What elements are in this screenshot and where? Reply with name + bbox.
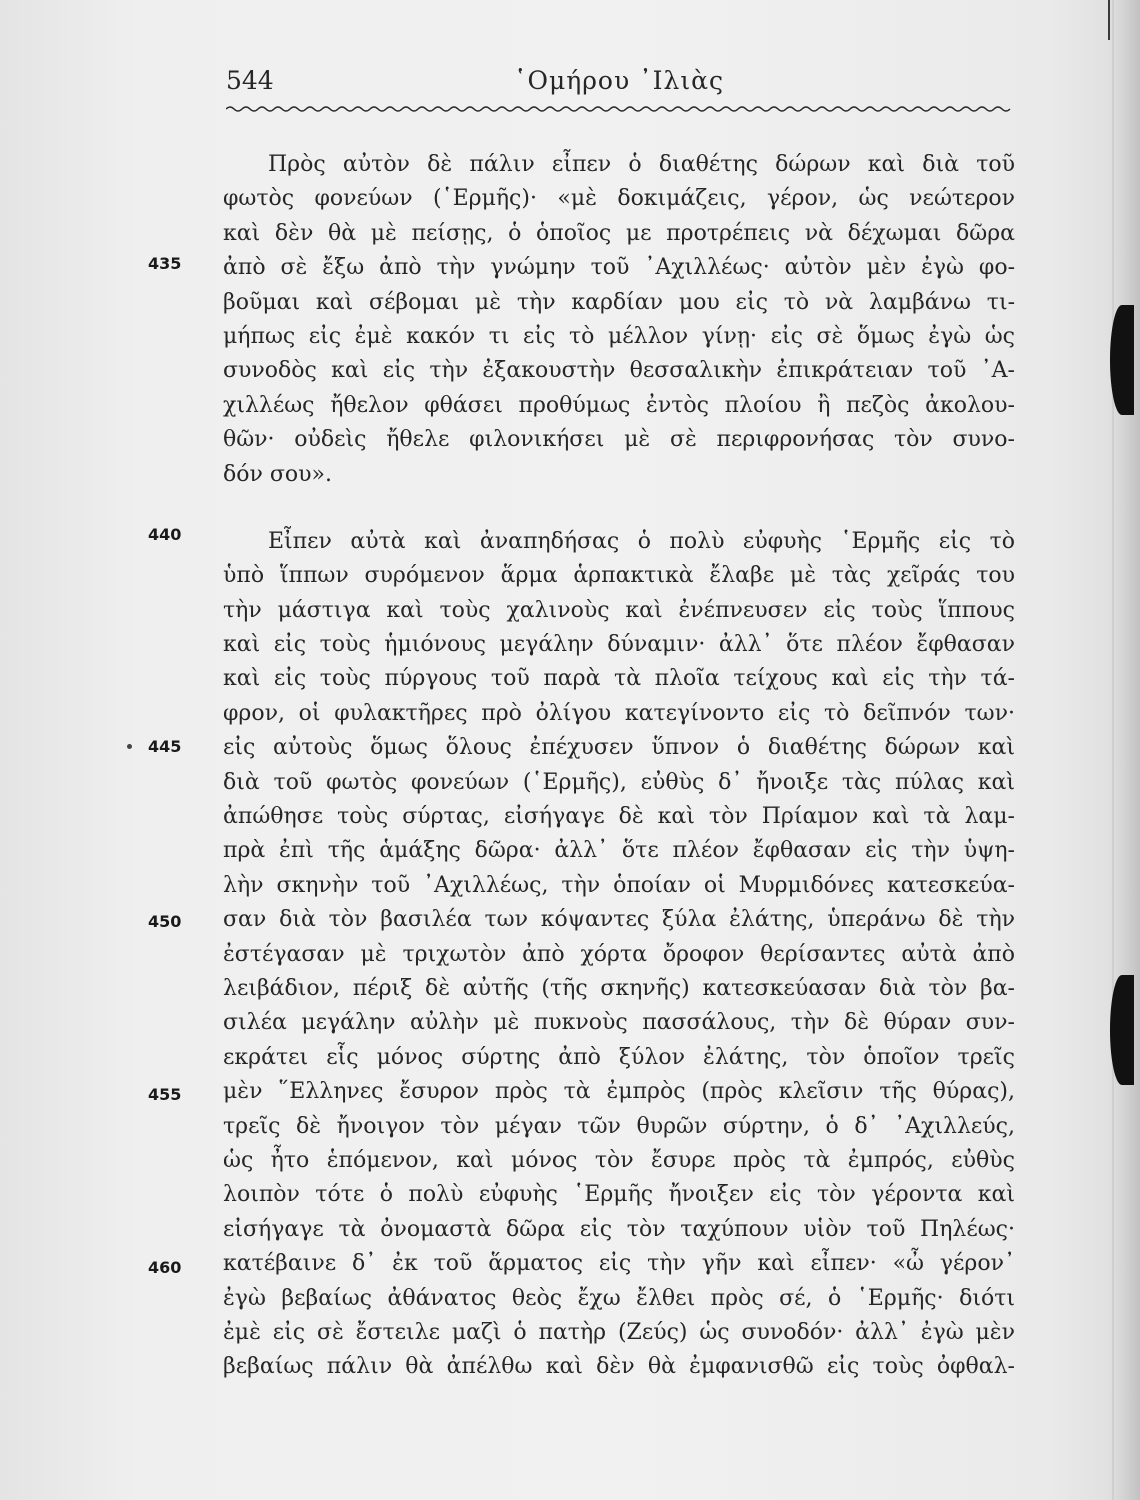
- text-line: φρον, οἱ φυλακτῆρες πρὸ ὀλίγου κατεγίνοντο εἰς τὸ δεῖπνόν των·: [223, 700, 1015, 726]
- text-line: πρὰ ἐπὶ τῆς ἁμάξης δῶρα· ἀλλ᾿ ὅτε πλέον ἔφθασαν εἰς τὴν ὑψη-: [223, 838, 1015, 864]
- text-line: θῶν· οὐδεὶς ἤθελε φιλονικήσει μὲ σὲ περιφρονήσας τὸν συνο-: [223, 427, 1015, 453]
- text-line: ἐμὲ εἰς σὲ ἔστειλε μαζὶ ὁ πατὴρ (Ζεύς) ὡς συνοδόν· ἀλλ᾿ ἐγὼ μὲν: [223, 1319, 1015, 1345]
- text-line: λοιπὸν τότε ὁ πολὺ εὐφυὴς ῾Ερμῆς ἤνοιξεν εἰς τὸν γέροντα καὶ: [223, 1182, 1015, 1208]
- text-line: χιλλέως ἤθελον φθάσει προθύμως ἐντὸς πλοίου ἢ πεζὸς ἀκολου-: [223, 392, 1015, 418]
- text-line: ἐστέγασαν μὲ τριχωτὸν ἀπὸ χόρτα ὄροφον θερίσαντες αὐτὰ ἀπὸ: [223, 941, 1015, 967]
- text-line: σαν διὰ τὸν βασιλέα των κόψαντες ξύλα ἐλάτης, ὑπεράνω δὲ τὴν: [223, 907, 1015, 933]
- text-line: εἰς αὐτοὺς ὅμως ὅλους ἐπέχυσεν ὕπνον ὁ διαθέτης δώρων καὶ: [223, 735, 1015, 761]
- text-line: φωτὸς φονεύων (῾Ερμῆς)· «μὲ δοκιμάζεις, γέρον, ὡς νεώτερον: [223, 186, 1015, 212]
- text-line: διὰ τοῦ φωτὸς φονεύων (῾Ερμῆς), εὐθὺς δ᾿ ἤνοιξε τὰς πύλας καὶ: [223, 769, 1015, 795]
- line-number-435: 435: [148, 254, 182, 273]
- line-number-440: 440: [148, 525, 182, 544]
- text-line: Εἶπεν αὐτὰ καὶ ἀναπηδήσας ὁ πολὺ εὐφυὴς ῾Ερμῆς εἰς τὸ: [268, 528, 1015, 554]
- line-number-445: 445: [148, 737, 182, 756]
- text-line: τρεῖς δὲ ἤνοιγον τὸν μέγαν τῶν θυρῶν σύρτην, ὁ δ᾿ ᾿Αχιλλεύς,: [223, 1113, 1015, 1139]
- text-line: καὶ εἰς τοὺς πύργους τοῦ παρὰ τὰ πλοῖα τείχους καὶ εἰς τὴν τά-: [223, 666, 1015, 692]
- text-line: βεβαίως πάλιν θὰ ἀπέλθω καὶ δὲν θὰ ἐμφανισθῶ εἰς τοὺς ὀφθαλ-: [223, 1354, 1015, 1380]
- text-line: μὲν ῞Ελληνες ἔσυρον πρὸς τὰ ἐμπρὸς (πρὸς κλεῖσιν τῆς θύρας),: [223, 1079, 1015, 1105]
- text-line: μήπως εἰς ἐμὲ κακόν τι εἰς τὸ μέλλον γίνῃ· εἰς σὲ ὅμως ἐγὼ ὡς: [223, 323, 1015, 349]
- page-number: 544: [226, 66, 274, 95]
- margin-dot: [127, 744, 132, 749]
- text-line: τὴν μάστιγα καὶ τοὺς χαλινοὺς καὶ ἐνέπνευσεν εἰς τοὺς ἵππους: [223, 597, 1015, 623]
- page-header: [226, 66, 1016, 106]
- text-line: κατέβαινε δ᾿ ἐκ τοῦ ἅρματος εἰς τὴν γῆν καὶ εἶπεν· «ὦ γέρον᾿: [223, 1251, 1015, 1277]
- header-wavy-rule: [226, 104, 1014, 114]
- thumb-index-tab: [1110, 305, 1134, 415]
- text-line: ὡς ἦτο ἑπόμενον, καὶ μόνος τὸν ἔσυρε πρὸς τὰ ἐμπρός, εὐθὺς: [223, 1147, 1015, 1173]
- text-line: λὴν σκηνὴν τοῦ ᾿Αχιλλέως, τὴν ὁποίαν οἱ Μυρμιδόνες κατεσκεύα-: [223, 872, 1015, 898]
- text-line: ἀπώθησε τοὺς σύρτας, εἰσήγαγε δὲ καὶ τὸν Πρίαμον καὶ τὰ λαμ-: [223, 804, 1015, 830]
- line-number-455: 455: [148, 1085, 182, 1104]
- paragraph-1: [223, 148, 1015, 492]
- line-number-460: 460: [148, 1258, 182, 1277]
- text-line: βοῦμαι καὶ σέβομαι μὲ τὴν καρδίαν μου εἰς τὸ νὰ λαμβάνω τι-: [223, 289, 1015, 315]
- body-text: [223, 148, 1015, 1385]
- paragraph-2: [223, 525, 1015, 1385]
- text-line: σιλέα μεγάλην αὐλὴν μὲ πυκνοὺς πασσάλους, τὴν δὲ θύραν συν-: [223, 1010, 1015, 1036]
- text-line: εκράτει εἷς μόνος σύρτης ἀπὸ ξύλον ἐλάτης, τὸν ὁποῖον τρεῖς: [223, 1044, 1015, 1070]
- text-line: δόν σου».: [223, 461, 332, 487]
- text-line: ἐγὼ βεβαίως ἀθάνατος θεὸς ἔχω ἔλθει πρὸς σέ, ὁ ῾Ερμῆς· διότι: [223, 1285, 1015, 1311]
- text-line: καὶ εἰς τοὺς ἡμιόνους μεγάλην δύναμιν· ἀλλ᾿ ὅτε πλέον ἔφθασαν: [223, 632, 1015, 658]
- page-edge-line: [1112, 0, 1114, 1500]
- text-line: λειβάδιον, πέριξ δὲ αὐτῆς (τῆς σκηνῆς) κατεσκεύασαν διὰ τὸν βα-: [223, 975, 1015, 1001]
- running-title: ῾Ομήρου ᾿Ιλιὰς: [514, 66, 725, 95]
- text-line: Πρὸς αὐτὸν δὲ πάλιν εἶπεν ὁ διαθέτης δώρων καὶ διὰ τοῦ: [268, 152, 1015, 177]
- text-line: συνοδὸς καὶ εἰς τὴν ἐξακουστὴν θεσσαλικὴν ἐπικράτειαν τοῦ ᾿Α-: [223, 358, 1015, 384]
- page-edge-mark: [1108, 0, 1110, 40]
- text-line: εἰσήγαγε τὰ ὀνομαστὰ δῶρα εἰς τὸν ταχύπουν υἱὸν τοῦ Πηλέως·: [223, 1216, 1015, 1242]
- line-number-450: 450: [148, 912, 182, 931]
- text-line: ὑπὸ ἵππων συρόμενον ἅρμα ἁρπακτικὰ ἔλαβε μὲ τὰς χεῖράς του: [223, 563, 1015, 589]
- thumb-index-tab: [1110, 975, 1134, 1085]
- text-line: ἀπὸ σὲ ἔξω ἀπὸ τὴν γνώμην τοῦ ᾿Αχιλλέως· αὐτὸν μὲν ἐγὼ φο-: [223, 255, 1015, 281]
- paragraph-gap: [223, 492, 1015, 525]
- text-line: καὶ δὲν θὰ μὲ πείσῃς, ὁ ὁποῖος με προτρέπεις νὰ δέχωμαι δῶρα: [223, 220, 1015, 246]
